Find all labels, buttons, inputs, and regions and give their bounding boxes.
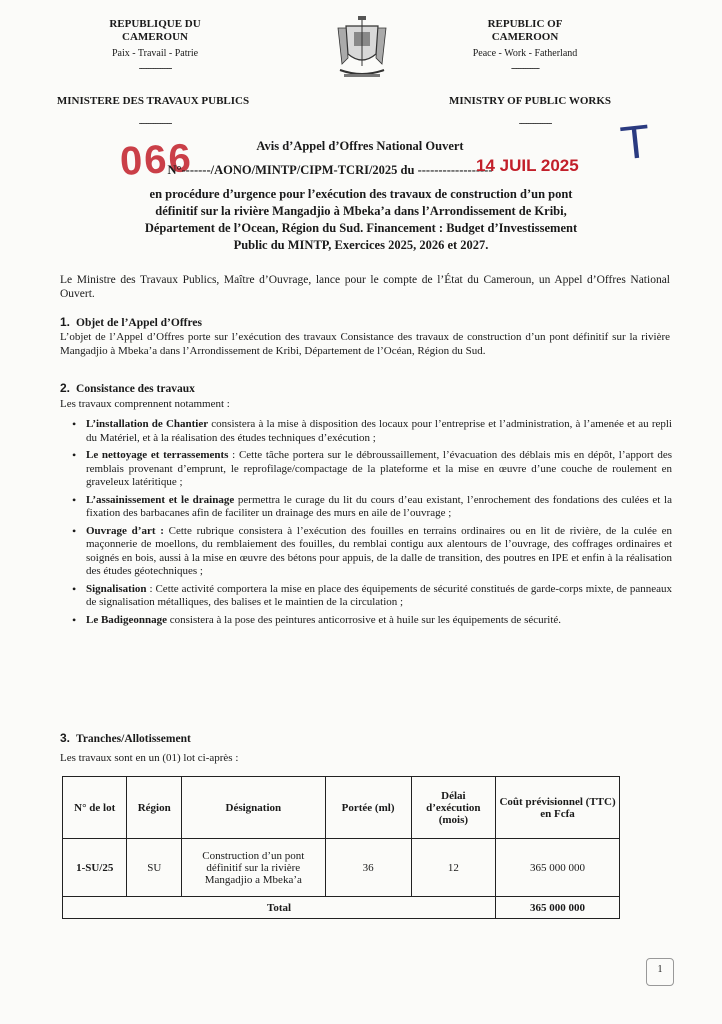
list-item: • Le nettoyage et terrassements : Cette tâche portera sur le débroussaillement, l’évacuation des déblais mis en dépôt, l’apport des remblais provenant d’emprunt, le reprofilage/compactage de la plateforme et la mise en œuvre d’une couche de roulement en graveleux latéritique ; (86, 449, 672, 490)
dashes-right: ------------ (511, 63, 539, 74)
cell-portee: 36 (325, 839, 411, 897)
section-1-number: 1. (60, 315, 71, 329)
list-item: • Ouvrage d’art : Cette rubrique consistera à l’exécution des fouilles en terrains ordinaires ou en lit de rivière, de la culée en maçonnerie de moellons, du remblaiement des fouilles, du remblai contigu aux alentours de l’ouvrage, des coffrages ordinaires et soignés en bois, aussi à la mise en œuvre des bétons pour appuis, de la dalle de transition, des poutres en IPE et enfin à la réalisation des études géotechniques ; (86, 525, 672, 579)
table-header-row (63, 777, 620, 839)
title-line-2: N°-------/AONO/MINTP/CIPM-TCRI/2025 du ------------------ (167, 163, 493, 177)
title-line-6: Public du MINTP, Exercices 2025, 2026 et 2027. (233, 238, 489, 252)
list-item: • Le Badigeonnage consistera à la pose des peintures anticorrosive et à huile sur les équipements de sécurité. (86, 614, 672, 628)
section-1-title: Objet de l’Appel d’Offres (76, 317, 202, 329)
dashes-right-2: -------------- (518, 118, 552, 129)
cell-region: SU (127, 839, 182, 897)
country-fr: REPUBLIQUE DU (109, 18, 201, 30)
list-item: • Signalisation : Cette activité comportera la mise en place des équipements de sécurité constitués de garde-corps mixte, de panneaux de signalisation métalliques, des balises et le maintien de la circulation ; (86, 583, 672, 610)
dashes-left-2: -------------- (138, 118, 172, 129)
coat-of-arms-logo (332, 14, 392, 84)
works-list (86, 418, 672, 631)
ministry-fr: MINISTERE DES TRAVAUX PUBLICS (56, 95, 250, 107)
title-line-3: en procédure d’urgence pour l’exécution des travaux de construction d’un pont (149, 187, 573, 201)
title-line-1: Avis d’Appel d’Offres National Ouvert (256, 139, 464, 153)
cell-designation: Construction d’un pont définitif sur la rivière Mangadjio a Mbeka’a (182, 839, 325, 897)
section-1-text: L’objet de l’Appel d’Offres porte sur l’exécution des travaux Consistance des travaux de construction d’un pont définitif sur la rivière Mangadjio à Mbeka’a dans l’Arrondissement de Kribi, Département de l’Océan, Région du Sud. (60, 331, 670, 357)
section-3-title: Tranches/Allotissement (76, 733, 191, 745)
header-designation: Désignation (182, 777, 325, 839)
handwritten-annotation: T (619, 116, 652, 171)
total-label: Total (63, 897, 496, 919)
section-2-intro: Les travaux comprennent notamment : (60, 398, 230, 410)
dashes-left: -------------- (138, 63, 172, 74)
table-total-row (63, 897, 620, 919)
motto-fr: Paix - Travail - Patrie (111, 48, 199, 59)
motto-en: Peace - Work - Fatherland (472, 48, 578, 59)
country-en-2: CAMEROON (491, 31, 559, 43)
section-3-intro: Les travaux sont en un (01) lot ci-après : (60, 752, 239, 764)
ministry-en: MINISTRY OF PUBLIC WORKS (448, 95, 612, 107)
section-3-number: 3. (60, 731, 71, 745)
cell-cout: 365 000 000 (496, 839, 620, 897)
title-line-5: Département de l’Ocean, Région du Sud. Financement : Budget d’Investissement (144, 221, 578, 235)
stamp-date: 14 JUIL 2025 (476, 156, 579, 175)
header-cout: Coût prévisionnel (TTC) en Fcfa (496, 777, 620, 839)
header-right (440, 18, 610, 74)
header-lot: N° de lot (63, 777, 127, 839)
stamp-number: 066 (118, 136, 194, 184)
list-item: • L’assainissement et le drainage permettra le curage du lit du cours d’eau existant, l’enrochement des fondations des culées et la fixation des barbacanes afin de faciliter un drainage des murs en aile de l’ouvrage ; (86, 494, 672, 521)
list-item: • L’installation de Chantier consistera à la mise à disposition des locaux pour l’entreprise et l’administration, à l’amenée et au repli du Matériel, et à la réalisation des études techniques d’exécution ; (86, 418, 672, 445)
header-left (70, 18, 240, 74)
cell-delai: 12 (411, 839, 496, 897)
title-line-4: définitif sur la rivière Mangadjio à Mbeka’a dans l’Arrondissement de Kribi, (155, 204, 567, 218)
lot-table (62, 776, 620, 919)
section-3-heading (60, 731, 191, 745)
total-value: 365 000 000 (496, 897, 620, 919)
header-portee: Portée (ml) (325, 777, 411, 839)
section-1-heading (60, 315, 202, 329)
section-2-number: 2. (60, 381, 71, 395)
cell-lot: 1-SU/25 (63, 839, 127, 897)
intro-paragraph: Le Ministre des Travaux Publics, Maître d’Ouvrage, lance pour le compte de l’État du Cameroun, un Appel d’Offres National Ouvert. (60, 274, 670, 300)
page-number-box (646, 958, 674, 986)
table-row (63, 839, 620, 897)
page-number: 1 (657, 964, 663, 975)
section-2-heading (60, 381, 195, 395)
country-fr-2: CAMEROUN (122, 31, 188, 43)
header-delai: Délai d’exécution (mois) (411, 777, 496, 839)
section-2-title: Consistance des travaux (76, 383, 195, 395)
country-en: REPUBLIC OF (487, 18, 563, 30)
header-region: Région (127, 777, 182, 839)
